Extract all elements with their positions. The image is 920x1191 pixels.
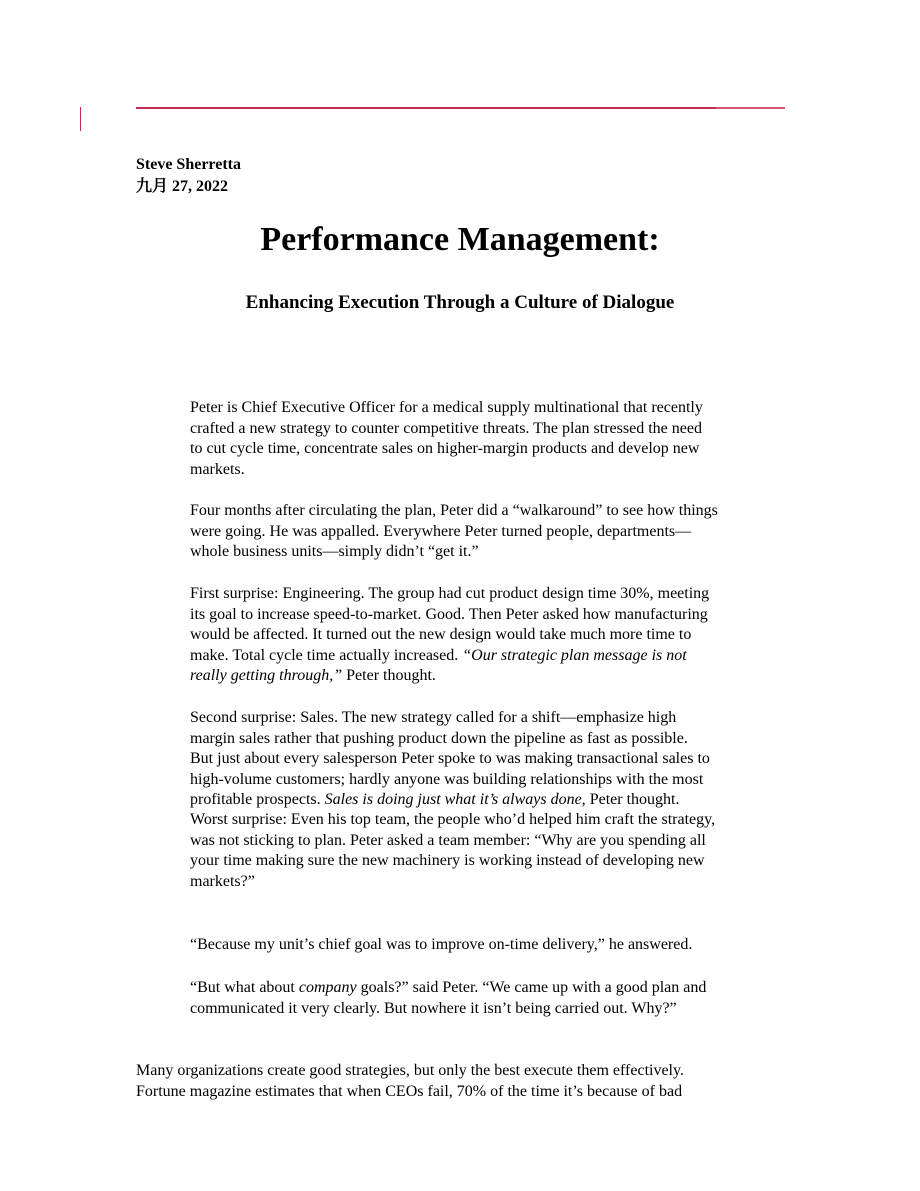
header-rule bbox=[136, 107, 785, 109]
text-run: markets?” bbox=[190, 872, 255, 890]
document-subtitle: Enhancing Execution Through a Culture of Dialogue bbox=[245, 292, 675, 313]
text-line bbox=[190, 999, 706, 1020]
text-line bbox=[190, 646, 709, 667]
text-line bbox=[190, 851, 715, 872]
margin-bar bbox=[80, 107, 81, 131]
text-run: profitable prospects. bbox=[190, 791, 325, 809]
text-line bbox=[190, 831, 715, 852]
text-line bbox=[190, 872, 715, 893]
text-line bbox=[190, 666, 709, 687]
text-line bbox=[190, 460, 703, 481]
text-run: Worst surprise: Even his top team, the people who’d helped him craft the strategy, bbox=[190, 811, 716, 828]
text-line bbox=[190, 605, 709, 626]
text-line bbox=[190, 708, 710, 729]
text-line bbox=[190, 729, 710, 750]
text-line bbox=[190, 584, 709, 605]
text-run: “Because my unit’s chief goal was to improve on-time delivery,” he answered. bbox=[190, 936, 693, 953]
text-run: markets. bbox=[190, 460, 245, 478]
italic-text: Sales is doing just what it’s always done, bbox=[324, 791, 586, 809]
italic-text: “Our strategic plan message is not bbox=[462, 646, 687, 664]
text-line bbox=[190, 625, 709, 646]
text-line bbox=[190, 749, 710, 770]
text-run: But just about every salesperson Peter spoke to was making transactional sales to bbox=[190, 750, 710, 768]
text-run: whole business units—simply didn’t “get it.” bbox=[190, 543, 479, 561]
paragraph bbox=[190, 398, 703, 480]
text-run: margin sales rather that pushing product down the pipeline as fast as possible. bbox=[190, 729, 688, 747]
paragraph bbox=[190, 501, 718, 563]
paragraph bbox=[136, 1061, 684, 1102]
text-line bbox=[190, 790, 710, 811]
text-line bbox=[190, 770, 710, 791]
text-run: your time making sure the new machinery is working instead of developing new bbox=[190, 852, 705, 870]
text-run: crafted a new strategy to counter competitive threats. The plan stressed the need bbox=[190, 419, 702, 437]
text-run: to cut cycle time, concentrate sales on higher-margin products and develop new bbox=[190, 440, 700, 458]
text-run: Second surprise: Sales. The new strategy called for a shift—emphasize high bbox=[190, 709, 677, 726]
text-run: high-volume customers; hardly anyone was building relationships with the most bbox=[190, 770, 704, 788]
text-run: goals?” said Peter. “We came up with a good plan and bbox=[356, 979, 707, 996]
text-run: Many organizations create good strategies, but only the best execute them effectively. bbox=[136, 1062, 684, 1079]
paragraph bbox=[190, 978, 706, 1019]
paragraph bbox=[190, 810, 715, 892]
author-name: Steve Sherretta bbox=[136, 156, 241, 173]
text-line bbox=[190, 398, 703, 419]
text-line bbox=[136, 1061, 684, 1082]
text-line bbox=[190, 542, 718, 563]
text-line bbox=[190, 501, 718, 522]
publish-date: 九月 27, 2022 bbox=[136, 178, 229, 195]
text-run: would be affected. It turned out the new design would take much more time to bbox=[190, 626, 692, 644]
text-run: Peter thought. bbox=[585, 791, 680, 809]
text-run: communicated it very clearly. But nowhere it isn’t being carried out. Why?” bbox=[190, 999, 677, 1017]
paragraph bbox=[190, 935, 692, 956]
text-run: make. Total cycle time actually increased. bbox=[190, 646, 463, 664]
text-run: Peter thought. bbox=[342, 667, 436, 685]
text-run: First surprise: Engineering. The group had cut product design time 30%, meeting bbox=[190, 585, 710, 602]
text-run: “But what about bbox=[190, 979, 299, 996]
text-run: Four months after circulating the plan, Peter did a “walkaround” to see how things bbox=[190, 502, 718, 519]
paragraph bbox=[190, 708, 710, 811]
text-line bbox=[190, 935, 692, 956]
text-line bbox=[190, 978, 706, 999]
text-line bbox=[190, 419, 703, 440]
text-run: were going. He was appalled. Everywhere Peter turned people, departments— bbox=[190, 522, 692, 540]
text-run: Peter is Chief Executive Officer for a medical supply multinational that recently bbox=[190, 399, 703, 416]
italic-text: really getting through,” bbox=[190, 667, 343, 685]
text-run: Fortune magazine estimates that when CEOs fail, 70% of the time it’s because of bad bbox=[136, 1082, 683, 1100]
italic-text: company bbox=[298, 979, 357, 996]
header-rule-tail bbox=[716, 107, 785, 109]
text-run: was not sticking to plan. Peter asked a team member: “Why are you spending all bbox=[190, 831, 706, 849]
text-line bbox=[190, 522, 718, 543]
text-line bbox=[136, 1082, 684, 1103]
text-line bbox=[190, 439, 703, 460]
paragraph bbox=[190, 584, 709, 687]
document-title: Performance Management: bbox=[260, 221, 660, 258]
text-run: its goal to increase speed-to-market. Good. Then Peter asked how manufacturing bbox=[190, 605, 708, 623]
text-line bbox=[190, 810, 715, 831]
